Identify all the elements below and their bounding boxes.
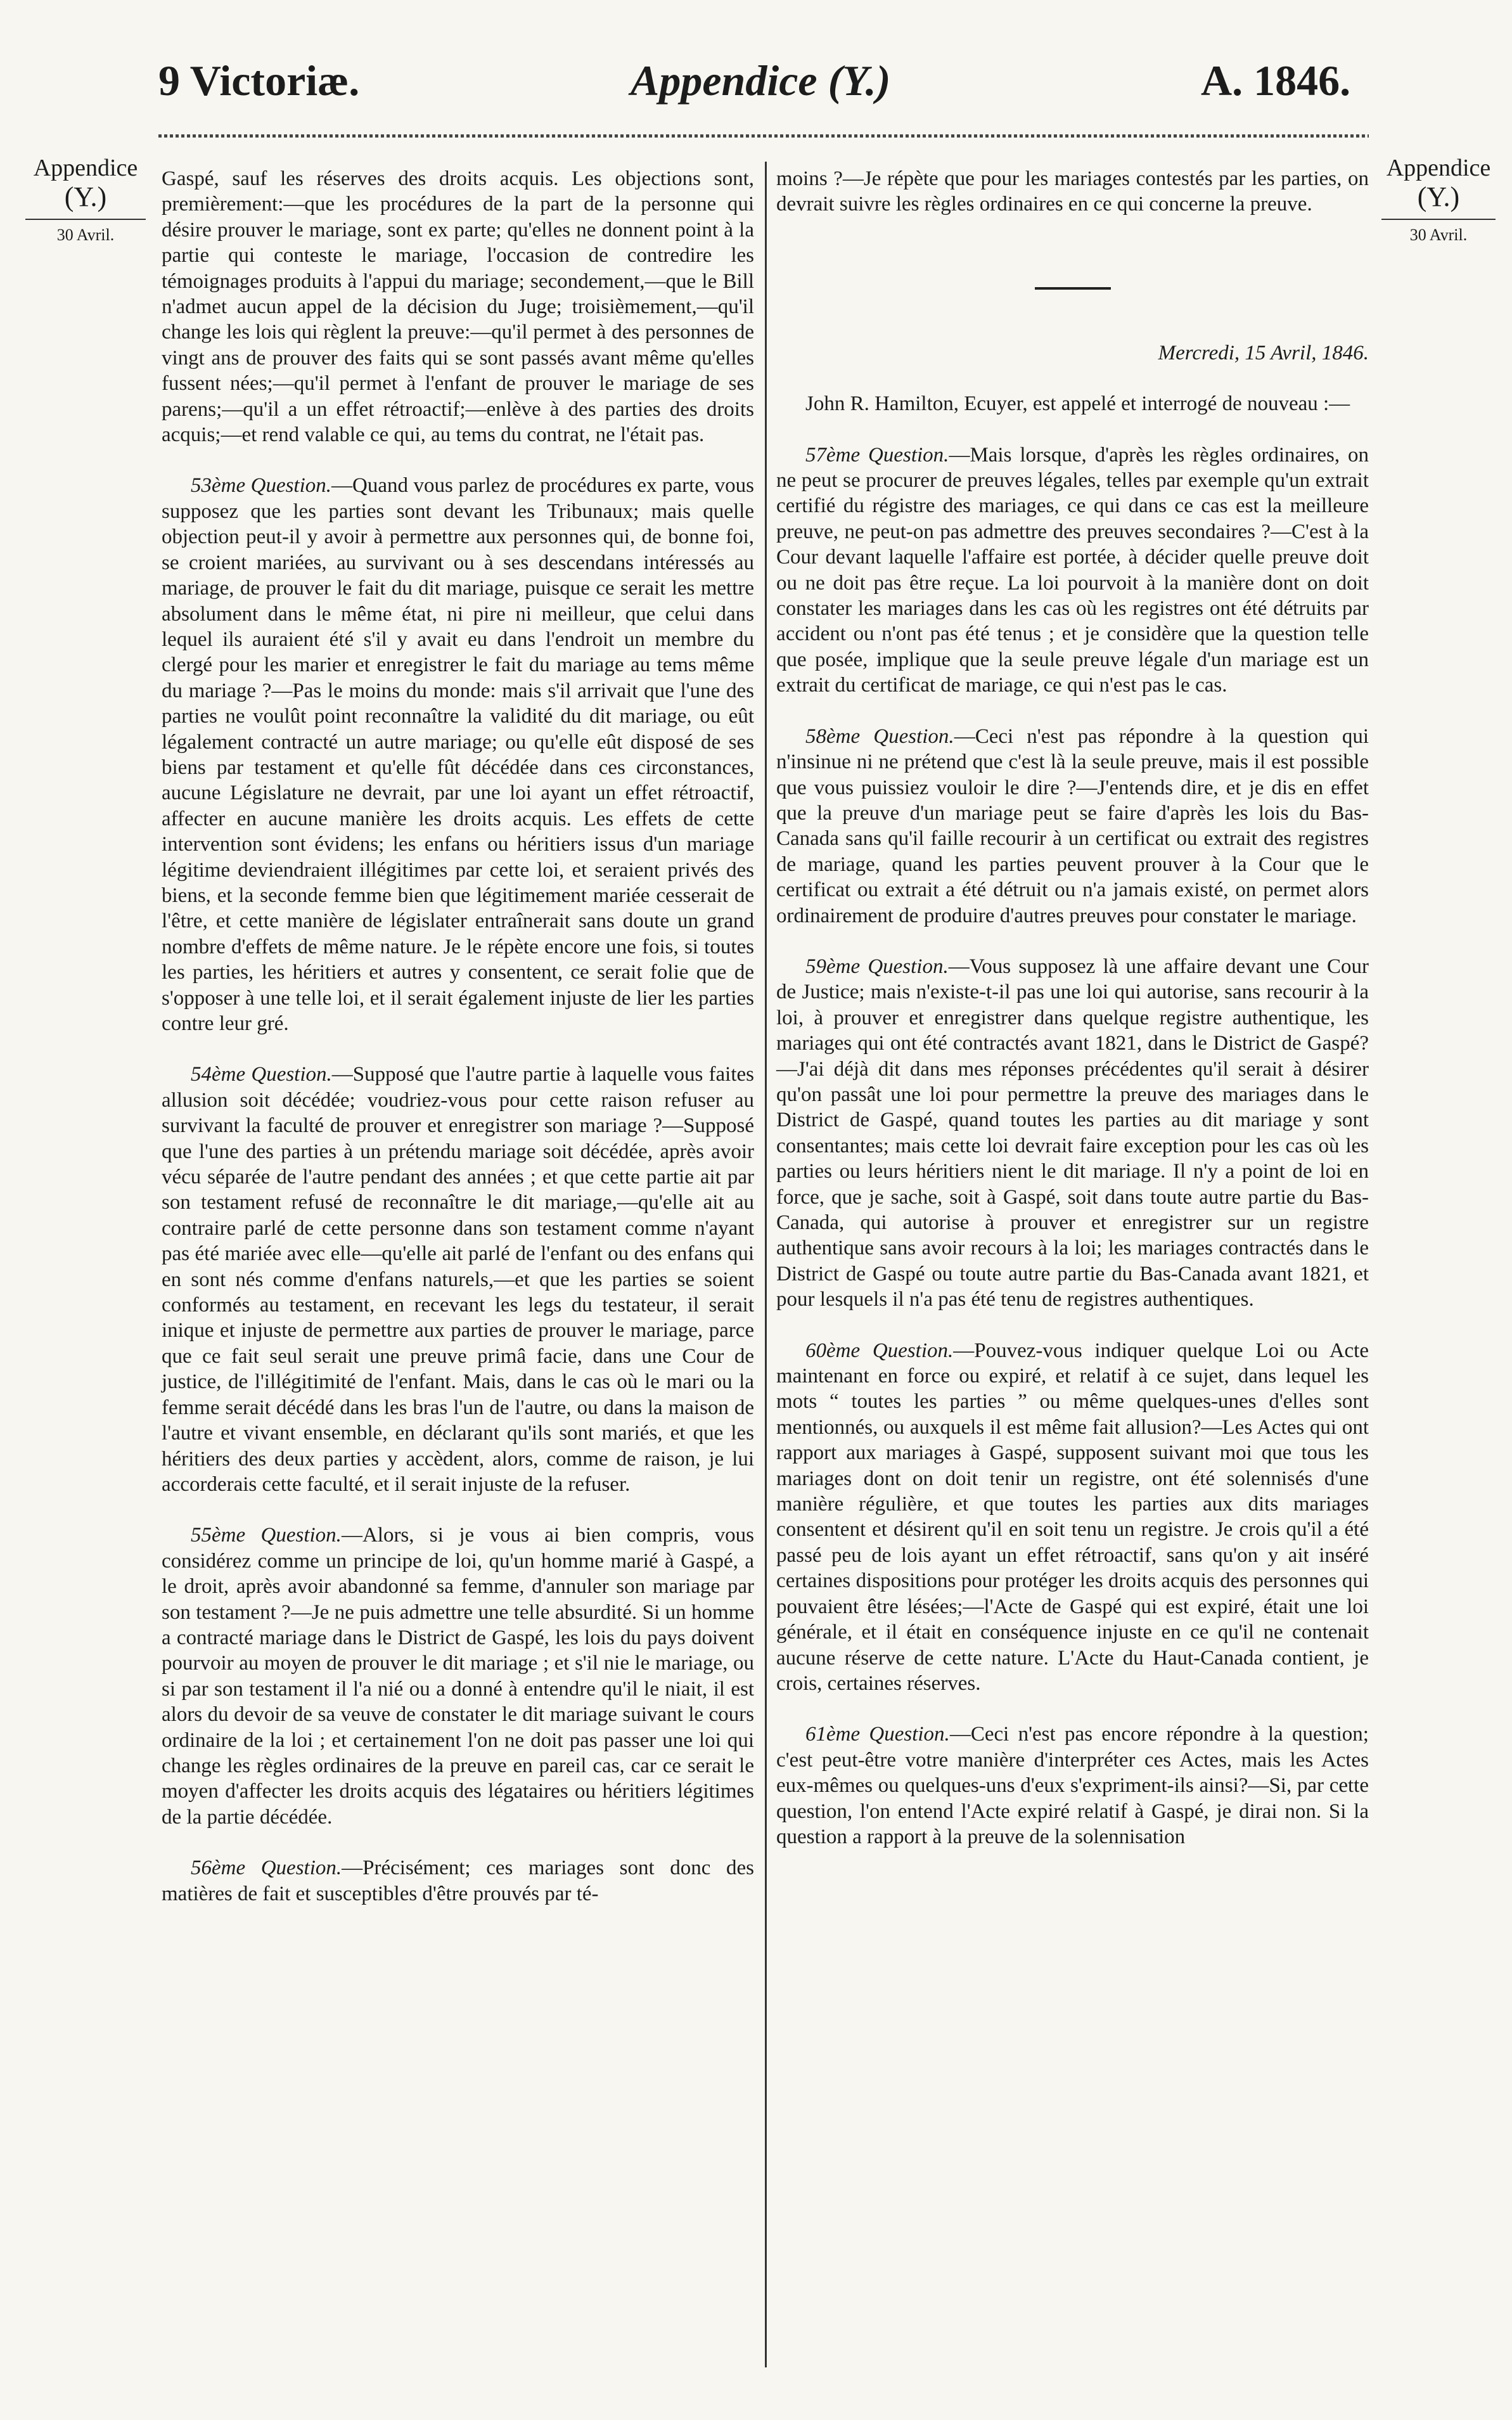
witness-intro: John R. Hamilton, Ecuyer, est appelé et interrogé de nouveau :—	[805, 392, 1350, 416]
right-column	[776, 166, 1369, 1875]
header-rule	[158, 134, 1369, 138]
question-56	[162, 1855, 754, 1907]
session-date: Mercredi, 15 Avril, 1846.	[1158, 341, 1369, 364]
question-text: —Ceci n'est pas encore répondre à la question; c'est peut-être votre manière d'interpréter ces Actes, mais les Actes eux-mêmes ou quelques-uns d'eux s'expriment-ils ainsi?—Si, par cette question, l'on entend l'Acte expiré relatif à Gaspé, je dirai non. Si la question a rapport à la preuve de la solennisation	[776, 1723, 1369, 1848]
question-label: 57ème Question.	[805, 443, 949, 467]
page-header	[0, 56, 1512, 119]
question-60	[776, 1338, 1369, 1697]
question-text: —Alors, si je vous ai bien compris, vous considérez comme un principe de loi, qu'un homme marié à Gaspé, a le droit, après avoir abandonné sa femme, d'annuler son mariage par son testament ?—Je ne puis admettre une telle absurdité. Si un homme a contracté mariage dans le District de Gaspé, les lois du pays doivent pourvoir au moyen de prouver le dit mariage ; et s'il nie le mariage, ou si par son testament il l'a nié ou a donné à entendre qu'il le niait, il est alors du devoir de sa veuve de constater le dit mariage suivant le cours ordinaire de la loi ; et certainement l'on ne doit pas passer une loi qui change les règles ordinaires de la preuve en pareil cas, car ce serait le moyen d'affecter les droits acquis des légataires ou héritiers légitimes de la partie décédée.	[162, 1524, 754, 1829]
question-text: —Quand vous parlez de procédures ex parte, vous supposez que les parties sont devant les Tribunaux; mais quelle objection peut-il y avoir à permettre aux personnes qui, de bonne foi, se croient mariées, au survivant ou à ses descendans intéressés au mariage, de prouver le fait du dit mariage, puisque ce serait les mettre absolument dans le même état, ni pire ni meilleur, que celui dans lequel ils auraient été s'il y avait eu dans l'endroit un membre du clergé pour les marier et enregistrer le fait du mariage au tems même du mariage ?—Pas le moins du monde: mais s'il arrivait que l'une des parties ne voulût point reconnaître la validité du dit mariage, ou eût légalement contracté un autre mariage; ou qu'elle eût disposé de ses biens par testament et qu'elle fût décédée dans ces circonstances, aucune Législature ne devrait, par une loi ayant un effet rétroactif, affecter en aucune manière les droits acquis. Les effets de cette intervention sont évidens; les enfans ou héritiers issus d'un mariage légitime deviendraient illégitimes par cette loi, et seraient privés des biens, et la seconde femme bien que légitimement mariée cesserait de l'être, et cette manière de législater entraînerait sans doute un grand nombre d'effets de même nature. Je le répète encore une fois, si toutes les parties, les héritiers et autres y consentent, ce serait folie que de s'opposer à une telle loi, et il serait également injuste de lier les parties contre leur gré.	[162, 474, 754, 1035]
question-55	[162, 1522, 754, 1830]
question-text: —Supposé que l'autre partie à laquelle vous faites allusion soit décédée; voudriez-vous pour cette raison refuser au survivant la faculté de prouver et enregistrer son mariage ?—Supposé que l'une des parties à un prétendu mariage soit décédée, après avoir vécu séparée de l'autre pendant des années ; et que cette partie ait par son testament refusé de reconnaître le dit mariage,—qu'elle ait au contraire parlé de cette personne dans son testament comme n'ayant pas été mariée avec elle—qu'elle ait parlé de l'enfant ou des enfans qui en sont nés comme d'enfans naturels,—et que les parties se soient conformés au testament, en recevant les legs du testateur, il serait inique et injuste de permettre aux parties de prouver le mariage, parce que ce fait seul serait une preuve primâ facie, dans une Cour de justice, de l'illégitimité de l'enfant. Mais, dans le cas où le mari ou la femme serait décédé dans les bras l'un de l'autre, ou dans la maison de l'autre et vivant ensemble, en déclarant qu'ils sont mariés, et que les héritiers des deux parties y accèdent, alors, comme de raison, je lui accorderais cette faculté, et il serait injuste de la refuser.	[162, 1063, 754, 1496]
column-divider	[765, 162, 767, 2367]
paragraph-continued: moins ?—Je répète que pour les mariages contestés par les parties, on devrait suivre les règles ordinaires en ce qui concerne la preuve.	[776, 167, 1369, 216]
question-text: —Vous supposez là une affaire devant une Cour de Justice; mais n'existe-t-il pas une loi qui autorise, sans recourir à la loi, à prouver et enregistrer dans quelque registre authentique, les mariages qui ont été contractés avant 1821, dans le District de Gaspé?—J'ai déjà dit dans mes réponses précédentes qu'il serait à désirer qu'on passât une loi pour permettre la preuve des mariages dans le District de Gaspé, quand toutes les parties au dit mariage y sont consentantes; mais cette loi devrait faire exception pour les cas où les parties ou leurs héritiers nient le dit mariage. Il n'y a point de loi en force, que je sache, soit à Gaspé, soit dans toute autre partie du Bas-Canada, qui autorise à prouver et enregistrer sur un registre authentique sans avoir recours à la loi; les mariages contractés dans le District de Gaspé ou toute autre partie du Bas-Canada avant 1821, et pour lesquels il n'a pas été tenu de registres authentiques.	[776, 955, 1369, 1311]
header-year: A. 1846.	[1201, 56, 1351, 105]
question-label: 58ème Question.	[805, 724, 954, 748]
margin-date: 30 Avril.	[25, 219, 146, 245]
question-label: 56ème Question.	[191, 1857, 342, 1880]
left-margin-note	[25, 155, 146, 245]
left-column	[162, 166, 754, 1932]
header-session: 9 Victoriæ.	[158, 56, 360, 105]
margin-date: 30 Avril.	[1381, 219, 1496, 245]
question-text: —Ceci n'est pas répondre à la question qui n'insinue ni ne prétend que c'est là la seule preuve, mais il est possible que vous puissiez vouloir le dire ?—J'entends dire, et je dis en effet que la preuve d'un mariage peut se faire d'après les lois du Bas-Canada sans qu'il faille recourir à un certificat ou extrait des registres de mariage, quand les parties peuvent prouver à la Cour que le certificat ou extrait a été détruit ou n'a jamais existé, on permet alors ordinairement de produire d'autres preuves pour constater le mariage.	[776, 724, 1369, 927]
question-label: 55ème Question.	[191, 1524, 342, 1547]
question-53	[162, 473, 754, 1036]
question-label: 59ème Question.	[805, 955, 949, 978]
question-59	[776, 954, 1369, 1313]
question-label: 53ème Question.	[191, 474, 332, 498]
margin-appendix-letter: (Y.)	[64, 181, 107, 212]
right-margin-note	[1381, 155, 1496, 245]
question-text: —Pouvez-vous indiquer quelque Loi ou Acte maintenant en force ou expiré, et relatif à ce sujet, dans lequel les mots “ toutes les parties ” ou même quelques-unes d'elles sont mentionnés, ou auxquels il est même fait allusion?—Les Actes qui ont rapport aux mariages à Gaspé, supposent suivant moi que tous les mariages dont on doit tenir un registre, ont été solennisés d'une manière régulière, et que toutes les parties aux dits mariages consentent et désirent qu'il en soit tenu un registre. Je crois qu'il a été passé peu de lois ayant un effet rétroactif, sans qu'on y ait inséré certaines dispositions pour protéger les droits acquis des personnes qui pouvaient être lésées;—l'Acte de Gaspé qui est expiré, était une loi générale, et il était en conséquence injuste en ce qu'il ne contenait aucune réserve de cette nature. L'Acte du Haut-Canada contient, je crois, certaines réserves.	[776, 1339, 1369, 1695]
question-text: —Mais lorsque, d'après les règles ordinaires, on ne peut se procurer de preuves légales, telles par exemple qu'un extrait certifié du régistre des mariages, ce qui dans ce cas est la meilleure preuve, ne peut-on pas admettre des preuves secondaires ?—C'est à la Cour devant laquelle l'affaire est portée, à décider quelle preuve doit ou ne doit pas être reçue. La loi pourvoit à la manière dont on doit constater les mariages dans les cas où les registres ont été détruits par accident ou n'ont pas été tenus ; et je considère que la question telle que posée, implique que la seule preuve légale d'un mariage est un extrait du certificat de mariage, ce qui n'est pas le cas.	[776, 443, 1369, 697]
section-separator	[1035, 287, 1111, 290]
margin-appendix-label: Appendice	[33, 155, 138, 181]
question-54	[162, 1062, 754, 1497]
question-label: 61ème Question.	[805, 1723, 950, 1746]
margin-appendix-label: Appendice	[1386, 155, 1491, 181]
question-61	[776, 1722, 1369, 1850]
margin-appendix-letter: (Y.)	[1417, 181, 1460, 212]
question-58	[776, 724, 1369, 929]
header-appendix: Appendice (Y.)	[631, 56, 891, 105]
question-label: 60ème Question.	[805, 1339, 954, 1362]
question-text: —Précisément; ces mariages sont donc des matières de fait et susceptibles d'être prouvés par té-	[162, 1857, 754, 1905]
question-57	[776, 442, 1369, 698]
paragraph-continued: Gaspé, sauf les réserves des droits acquis. Les objections sont, premièrement:—que les procédures de la part de la personne qui désire prouver le mariage, sont ex parte; qu'elles ne donnent point à la partie qui conteste le mariage, l'occasion de contredire les témoignages produits à l'appui du mariage; secondement,—que le Bill n'admet aucun appel de la décision du Juge; troisièmement,—qu'il change les lois qui règlent la preuve:—qu'il permet à des personnes de vingt ans de prouver des faits qui se sont passés avant même qu'elles fussent nées;—qu'il permet à l'enfant de prouver le mariage de ses parens;—qu'il a un effet rétroactif;—enlève à des parties des droits acquis;—et rend valable ce qui, au tems du contrat, ne l'était pas.	[162, 167, 754, 447]
question-label: 54ème Question.	[191, 1063, 332, 1086]
